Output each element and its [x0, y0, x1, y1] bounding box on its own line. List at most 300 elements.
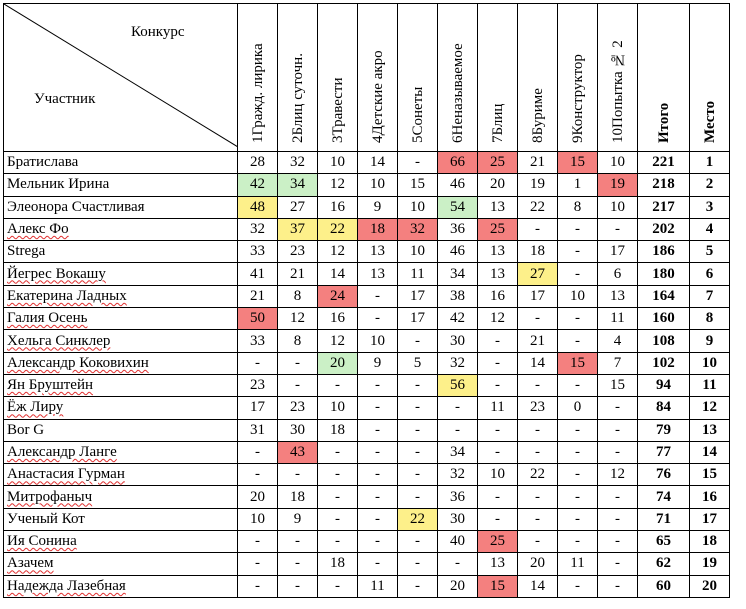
score-cell: - [318, 575, 358, 597]
participant-name-cell [4, 352, 238, 374]
results-table [3, 3, 730, 598]
score-cell: - [358, 508, 398, 530]
place-cell: 10 [690, 352, 730, 374]
participant-name: Элеонора Счастливая [7, 198, 145, 215]
column-header-label: 5Сонеты [409, 86, 426, 143]
table-row [4, 241, 730, 263]
place-cell: 15 [690, 464, 730, 486]
score-cell: - [278, 531, 318, 553]
score-cell: 34 [278, 174, 318, 196]
score-cell: - [398, 397, 438, 419]
score-cell: - [518, 441, 558, 463]
score-cell: - [558, 308, 598, 330]
table-row [4, 330, 730, 352]
score-cell: - [518, 308, 558, 330]
score-cell: - [358, 553, 398, 575]
score-cell: 41 [238, 263, 278, 285]
place-cell: 20 [690, 575, 730, 597]
place-cell: 18 [690, 531, 730, 553]
total-cell: 186 [638, 241, 690, 263]
column-header [598, 4, 638, 152]
score-cell: - [598, 441, 638, 463]
column-header-label: 1Гражд. лирика [249, 43, 266, 143]
table-row [4, 508, 730, 530]
participant-name-cell [4, 441, 238, 463]
score-cell: - [238, 352, 278, 374]
score-cell: - [318, 508, 358, 530]
score-cell: - [438, 553, 478, 575]
column-header [438, 4, 478, 152]
score-cell: - [478, 508, 518, 530]
score-cell: 31 [238, 419, 278, 441]
place-cell: 11 [690, 374, 730, 396]
participant-name-cell [4, 308, 238, 330]
score-cell: 21 [238, 285, 278, 307]
column-header [398, 4, 438, 152]
score-cell: - [398, 441, 438, 463]
score-cell: - [478, 374, 518, 396]
total-cell: 77 [638, 441, 690, 463]
score-cell: 14 [358, 152, 398, 174]
score-cell: - [358, 374, 398, 396]
score-cell: - [318, 441, 358, 463]
score-cell: - [278, 464, 318, 486]
table-row [4, 263, 730, 285]
score-cell: 30 [278, 419, 318, 441]
table-row [4, 308, 730, 330]
score-cell: 14 [518, 575, 558, 597]
score-cell: - [358, 464, 398, 486]
score-cell: - [598, 508, 638, 530]
score-cell: 21 [518, 152, 558, 174]
score-cell: - [398, 531, 438, 553]
score-cell: 10 [318, 152, 358, 174]
table-row [4, 285, 730, 307]
place-cell: 14 [690, 441, 730, 463]
score-cell: 15 [398, 174, 438, 196]
place-cell: 2 [690, 174, 730, 196]
total-cell: 217 [638, 196, 690, 218]
participant-label: Участник [34, 91, 96, 107]
score-cell: 40 [438, 531, 478, 553]
score-cell: 12 [278, 308, 318, 330]
participant-name: Галия Осень [7, 310, 88, 327]
score-cell: - [438, 397, 478, 419]
score-cell: - [478, 441, 518, 463]
score-cell: - [398, 553, 438, 575]
score-cell: - [358, 486, 398, 508]
score-cell: - [398, 374, 438, 396]
score-cell: 1 [558, 174, 598, 196]
score-cell: 8 [278, 330, 318, 352]
score-cell: - [398, 575, 438, 597]
score-cell: - [598, 575, 638, 597]
score-cell: - [238, 575, 278, 597]
score-cell: - [558, 508, 598, 530]
score-cell: 15 [558, 152, 598, 174]
diagonal-divider [4, 4, 238, 147]
score-cell: 48 [238, 196, 278, 218]
participant-name: Надежда Лазебная [7, 577, 126, 594]
score-cell: 21 [278, 263, 318, 285]
table-row [4, 397, 730, 419]
score-cell: 18 [318, 419, 358, 441]
column-header [558, 4, 598, 152]
participant-name: Братислава [7, 154, 79, 171]
score-cell: 10 [398, 196, 438, 218]
score-cell: - [238, 553, 278, 575]
score-cell: 42 [238, 174, 278, 196]
score-cell: 18 [518, 241, 558, 263]
participant-name-cell [4, 486, 238, 508]
total-header-label: Итого [655, 102, 672, 143]
score-cell: 50 [238, 308, 278, 330]
total-cell: 108 [638, 330, 690, 352]
participant-name-cell [4, 419, 238, 441]
total-cell: 160 [638, 308, 690, 330]
contest-label: Конкурс [131, 24, 185, 40]
score-cell: 15 [558, 352, 598, 374]
score-cell: - [518, 531, 558, 553]
score-cell: 37 [278, 218, 318, 240]
table-row [4, 486, 730, 508]
score-cell: 18 [358, 218, 398, 240]
total-cell: 62 [638, 553, 690, 575]
total-cell: 180 [638, 263, 690, 285]
total-header [638, 4, 690, 152]
score-cell: 32 [398, 218, 438, 240]
score-cell: 8 [278, 285, 318, 307]
score-cell: - [558, 464, 598, 486]
score-cell: - [478, 419, 518, 441]
score-cell: - [558, 374, 598, 396]
score-cell: 10 [358, 330, 398, 352]
score-cell: 25 [478, 531, 518, 553]
score-cell: - [278, 575, 318, 597]
column-header [518, 4, 558, 152]
score-cell: 33 [238, 330, 278, 352]
score-cell: - [238, 464, 278, 486]
score-cell: 8 [558, 196, 598, 218]
score-cell: 18 [318, 553, 358, 575]
column-header-label: 8Буриме [529, 88, 546, 143]
score-cell: - [238, 531, 278, 553]
score-cell: 21 [518, 330, 558, 352]
score-cell: - [558, 486, 598, 508]
score-cell: - [558, 419, 598, 441]
column-header [318, 4, 358, 152]
score-cell: 17 [398, 308, 438, 330]
participant-name-cell [4, 575, 238, 597]
score-cell: - [558, 441, 598, 463]
table-row [4, 464, 730, 486]
score-cell: 32 [278, 152, 318, 174]
total-cell: 60 [638, 575, 690, 597]
total-cell: 65 [638, 531, 690, 553]
participant-name-cell [4, 196, 238, 218]
column-header-label: 4Детские акро [369, 50, 386, 143]
score-cell: 10 [598, 196, 638, 218]
participant-name-cell [4, 330, 238, 352]
score-cell: 9 [358, 352, 398, 374]
total-cell: 84 [638, 397, 690, 419]
place-cell: 3 [690, 196, 730, 218]
score-cell: - [238, 441, 278, 463]
score-cell: 20 [438, 575, 478, 597]
score-cell: 11 [478, 397, 518, 419]
score-cell: 13 [478, 241, 518, 263]
score-cell: - [478, 352, 518, 374]
table-row [4, 575, 730, 597]
table-row [4, 218, 730, 240]
participant-name-cell [4, 218, 238, 240]
score-cell: - [598, 486, 638, 508]
participant-name: Bor G [7, 421, 45, 438]
place-cell: 12 [690, 397, 730, 419]
score-cell: - [518, 486, 558, 508]
participant-name: Александр Ланге [7, 444, 117, 460]
score-cell: - [398, 486, 438, 508]
score-cell: 23 [278, 397, 318, 419]
score-cell: 16 [318, 308, 358, 330]
score-cell: 22 [518, 196, 558, 218]
score-cell: 56 [438, 374, 478, 396]
score-cell: 13 [478, 196, 518, 218]
column-header-label: 6Неназываемое [449, 43, 466, 143]
score-cell: 20 [478, 174, 518, 196]
participant-name: Азачем [7, 555, 54, 572]
score-cell: 13 [478, 553, 518, 575]
score-cell: 17 [398, 285, 438, 307]
participant-name: Strega [7, 243, 46, 260]
score-cell: 42 [438, 308, 478, 330]
score-cell: 30 [438, 330, 478, 352]
score-cell: - [478, 330, 518, 352]
score-cell: 15 [598, 374, 638, 396]
score-cell: 36 [438, 486, 478, 508]
score-cell: 14 [518, 352, 558, 374]
participant-name: Алекс Фо [7, 221, 69, 238]
score-cell: - [558, 241, 598, 263]
score-cell: 13 [358, 241, 398, 263]
score-cell: 34 [438, 441, 478, 463]
participant-name-cell [4, 553, 238, 575]
score-cell: - [518, 218, 558, 240]
score-cell: 10 [478, 464, 518, 486]
score-cell: 0 [558, 397, 598, 419]
participant-name: Александр Коковихин [7, 354, 149, 371]
participant-name-cell [4, 464, 238, 486]
score-cell: 12 [478, 308, 518, 330]
score-cell: - [598, 218, 638, 240]
place-header-label: Место [701, 100, 718, 143]
score-cell: - [398, 419, 438, 441]
total-cell: 74 [638, 486, 690, 508]
score-cell: - [438, 419, 478, 441]
total-cell: 164 [638, 285, 690, 307]
participant-name-cell [4, 263, 238, 285]
score-cell: - [398, 330, 438, 352]
score-cell: 23 [238, 374, 278, 396]
place-cell: 7 [690, 285, 730, 307]
participant-name-cell [4, 285, 238, 307]
column-header-label: 10Попытка № 2 [609, 40, 626, 143]
participant-name-cell [4, 152, 238, 174]
place-cell: 17 [690, 508, 730, 530]
score-cell: - [558, 330, 598, 352]
score-cell: 11 [398, 263, 438, 285]
score-cell: 17 [238, 397, 278, 419]
corner-cell [4, 4, 238, 152]
score-cell: - [318, 531, 358, 553]
score-cell: 22 [398, 508, 438, 530]
score-cell: 43 [278, 441, 318, 463]
participant-name: Ян Бруштейн [7, 377, 94, 394]
header-row [4, 4, 730, 152]
score-cell: - [318, 486, 358, 508]
total-cell: 71 [638, 508, 690, 530]
score-cell: - [358, 531, 398, 553]
score-cell: - [358, 441, 398, 463]
participant-name: Ученый Кот [7, 510, 85, 527]
participant-name-cell [4, 174, 238, 196]
place-cell: 1 [690, 152, 730, 174]
score-cell: 22 [318, 218, 358, 240]
score-cell: 4 [598, 330, 638, 352]
score-cell: - [558, 575, 598, 597]
score-cell: 22 [518, 464, 558, 486]
score-cell: 12 [598, 464, 638, 486]
table-row [4, 553, 730, 575]
total-cell: 218 [638, 174, 690, 196]
place-cell: 5 [690, 241, 730, 263]
place-cell: 4 [690, 218, 730, 240]
score-cell: 10 [358, 174, 398, 196]
table-row [4, 174, 730, 196]
score-cell: 54 [438, 196, 478, 218]
score-cell: 10 [238, 508, 278, 530]
score-cell: 30 [438, 508, 478, 530]
score-cell: 23 [518, 397, 558, 419]
place-cell: 9 [690, 330, 730, 352]
place-cell: 19 [690, 553, 730, 575]
score-cell: - [398, 464, 438, 486]
score-cell: 13 [358, 263, 398, 285]
score-cell: 12 [318, 174, 358, 196]
score-cell: 17 [518, 285, 558, 307]
column-header [358, 4, 398, 152]
score-cell: - [558, 263, 598, 285]
score-cell: 13 [598, 285, 638, 307]
place-cell: 16 [690, 486, 730, 508]
participant-name: Мельник Ирина [7, 176, 110, 193]
score-cell: 9 [358, 196, 398, 218]
score-cell: 32 [438, 352, 478, 374]
score-cell: 25 [478, 152, 518, 174]
score-cell: 17 [598, 241, 638, 263]
score-cell: 15 [478, 575, 518, 597]
score-cell: - [358, 285, 398, 307]
participant-name-cell [4, 508, 238, 530]
place-cell: 13 [690, 419, 730, 441]
score-cell: 10 [318, 397, 358, 419]
table-row [4, 531, 730, 553]
column-header-label: 9Конструктор [569, 54, 586, 143]
participant-name-cell [4, 374, 238, 396]
score-cell: 20 [238, 486, 278, 508]
score-cell: - [398, 152, 438, 174]
score-cell: 46 [438, 241, 478, 263]
score-cell: 10 [558, 285, 598, 307]
total-cell: 221 [638, 152, 690, 174]
place-header [690, 4, 730, 152]
table-row [4, 441, 730, 463]
score-cell: 7 [598, 352, 638, 374]
score-cell: - [478, 486, 518, 508]
score-cell: 19 [518, 174, 558, 196]
participant-name: Ия Сонина [7, 533, 77, 550]
score-cell: 10 [398, 241, 438, 263]
total-cell: 94 [638, 374, 690, 396]
score-cell: - [518, 374, 558, 396]
score-cell: - [318, 374, 358, 396]
score-cell: 16 [478, 285, 518, 307]
score-cell: 20 [518, 553, 558, 575]
score-cell: - [598, 531, 638, 553]
score-cell: 12 [318, 330, 358, 352]
column-header-label: 7Блиц [489, 103, 506, 143]
table-row [4, 352, 730, 374]
score-cell: 33 [238, 241, 278, 263]
participant-name: Йегрес Вокашу [7, 265, 106, 282]
score-cell: - [358, 397, 398, 419]
participant-name: Анастасия Гурман [7, 466, 125, 483]
table-row [4, 374, 730, 396]
participant-name: Екатерина Ладных [7, 287, 127, 304]
score-cell: - [518, 508, 558, 530]
score-cell: 46 [438, 174, 478, 196]
score-cell: 9 [278, 508, 318, 530]
place-cell: 6 [690, 263, 730, 285]
score-cell: 14 [318, 263, 358, 285]
score-cell: 13 [478, 263, 518, 285]
score-cell: 20 [318, 352, 358, 374]
score-cell: 11 [558, 553, 598, 575]
score-cell: - [558, 531, 598, 553]
participant-name-cell [4, 397, 238, 419]
score-cell: - [358, 419, 398, 441]
total-cell: 76 [638, 464, 690, 486]
column-header [238, 4, 278, 152]
score-cell: 36 [438, 218, 478, 240]
column-header-label: 3Травести [329, 77, 346, 143]
participant-name: Хельга Синклер [7, 332, 111, 349]
score-cell: - [598, 553, 638, 575]
table-row [4, 196, 730, 218]
score-cell: 28 [238, 152, 278, 174]
score-cell: 32 [438, 464, 478, 486]
participant-name-cell [4, 241, 238, 263]
score-cell: 5 [398, 352, 438, 374]
column-header [278, 4, 318, 152]
score-cell: 12 [318, 241, 358, 263]
participant-name: Ёж Лиру [7, 399, 64, 416]
score-cell: 25 [478, 218, 518, 240]
total-cell: 79 [638, 419, 690, 441]
score-cell: 34 [438, 263, 478, 285]
score-cell: 27 [278, 196, 318, 218]
score-cell: - [278, 352, 318, 374]
